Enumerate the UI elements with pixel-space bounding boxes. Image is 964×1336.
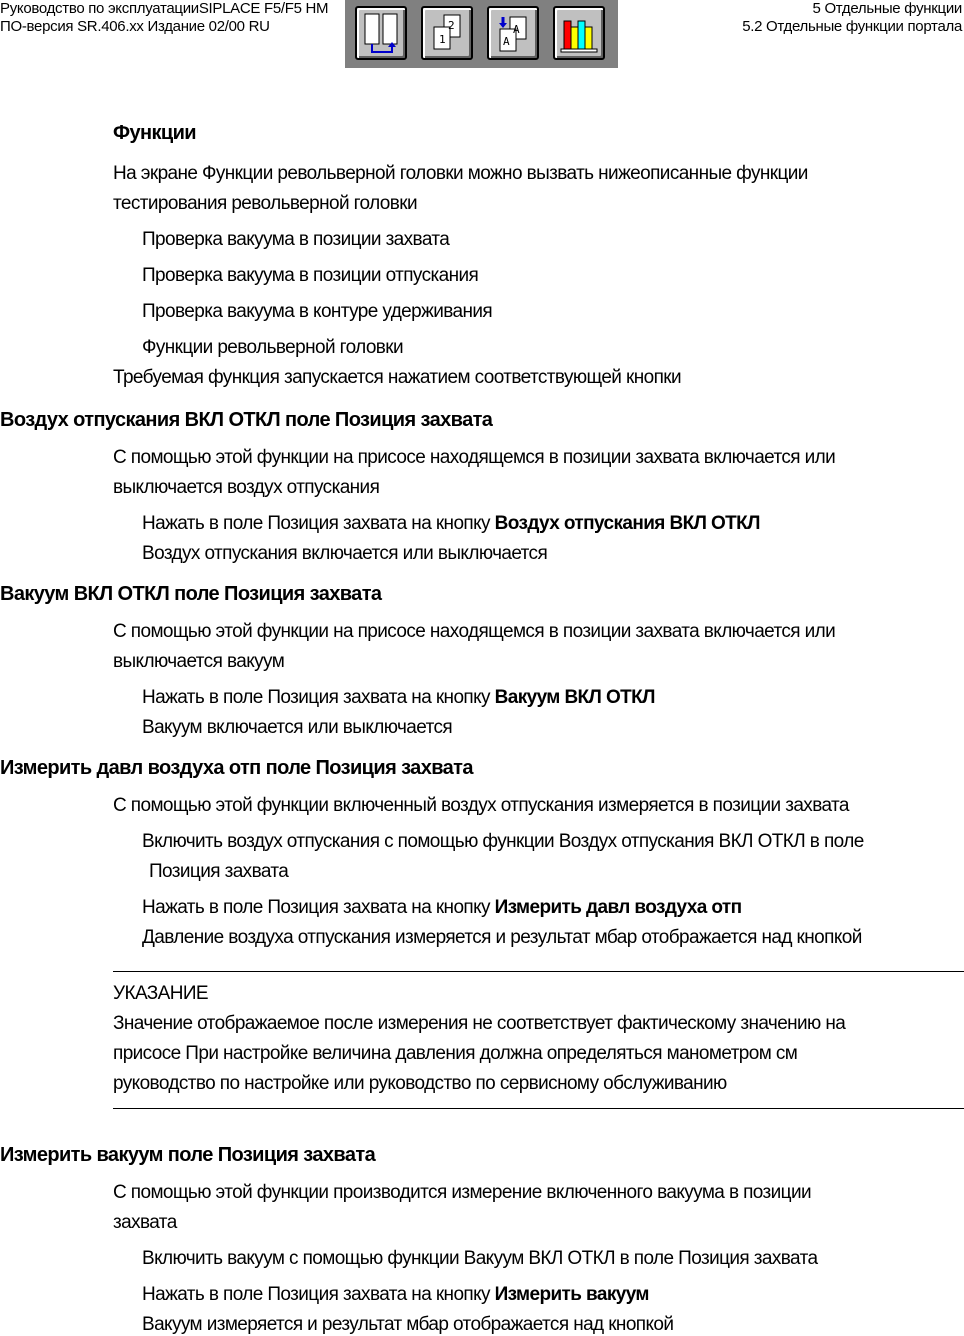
outro-text: Требуемая функция запускается нажатием соответствующей кнопки xyxy=(113,367,681,388)
step: Позиция захвата xyxy=(149,861,289,882)
section-heading: Воздух отпускания ВКЛ ОТКЛ поле Позиция захвата xyxy=(0,409,493,431)
toolbar xyxy=(345,0,618,68)
paragraph: выключается вакуум xyxy=(113,651,285,672)
step xyxy=(142,513,760,535)
header-version: ПО-версия SR.406.xx Издание 02/00 RU xyxy=(0,18,270,35)
header-section: 5.2 Отдельные функции портала xyxy=(742,18,962,35)
list-item: Проверка вакуума в позиции отпускания xyxy=(142,265,479,286)
page-copy-icon xyxy=(427,11,467,55)
section-heading: Вакуум ВКЛ ОТКЛ поле Позиция захвата xyxy=(0,583,382,605)
paragraph: захвата xyxy=(113,1212,177,1233)
paragraph: С помощью этой функции на присосе находящемся в позиции захвата включается или xyxy=(113,621,836,642)
page-layout-icon xyxy=(361,11,401,55)
svg-text:A: A xyxy=(503,35,510,48)
page-layout-button[interactable] xyxy=(355,6,407,60)
functions-heading: Функции xyxy=(113,122,196,144)
svg-text:2: 2 xyxy=(448,19,455,32)
header-chapter: 5 Отдельные функции xyxy=(812,0,962,17)
step-result: Давление воздуха отпускания измеряется и результат мбар отображается над кнопкой xyxy=(142,927,862,948)
step-result: Вакуум включается или выключается xyxy=(142,717,453,738)
section-heading: Измерить давл воздуха отп поле Позиция захвата xyxy=(0,757,473,779)
step-text: Нажать в поле Позиция захвата на кнопку xyxy=(142,1284,495,1305)
language-switch-icon xyxy=(493,11,533,55)
note-text: руководство по настройке или руководство по сервисному обслуживанию xyxy=(113,1073,727,1094)
step-result: Вакуум измеряется и результат мбар отображается над кнопкой xyxy=(142,1314,674,1335)
svg-text:1: 1 xyxy=(439,33,446,46)
paragraph: С помощью этой функции включенный воздух отпускания измеряется в позиции захвата xyxy=(113,795,849,816)
divider xyxy=(113,1108,964,1109)
svg-text:A: A xyxy=(513,23,520,36)
step: Включить вакуум с помощью функции Вакуум ВКЛ ОТКЛ в поле Позиция захвата xyxy=(142,1248,818,1269)
list-item: Проверка вакуума в позиции захвата xyxy=(142,229,450,250)
button-name: Измерить вакуум xyxy=(494,1284,649,1305)
page-copy-button[interactable] xyxy=(421,6,473,60)
intro-text-cont: тестирования револьверной головки xyxy=(113,193,417,214)
library-button[interactable] xyxy=(553,6,605,60)
step-text: Нажать в поле Позиция захвата на кнопку xyxy=(142,897,495,918)
note-text: Значение отображаемое после измерения не соответствует фактическому значению на xyxy=(113,1013,846,1034)
section-heading: Измерить вакуум поле Позиция захвата xyxy=(0,1144,376,1166)
paragraph: С помощью этой функции на присосе находящемся в позиции захвата включается или xyxy=(113,447,836,468)
step: Включить воздух отпускания с помощью функции Воздух отпускания ВКЛ ОТКЛ в поле xyxy=(142,831,864,852)
button-name: Вакуум ВКЛ ОТКЛ xyxy=(494,687,655,708)
books-library-icon xyxy=(559,11,599,55)
step xyxy=(142,687,655,709)
step-result: Воздух отпускания включается или выключается xyxy=(142,543,548,564)
list-item: Функции револьверной головки xyxy=(142,337,404,358)
button-name: Измерить давл воздуха отп xyxy=(494,897,742,918)
button-name: Воздух отпускания ВКЛ ОТКЛ xyxy=(494,513,760,534)
paragraph: выключается воздух отпускания xyxy=(113,477,380,498)
note-label: УКАЗАНИЕ xyxy=(113,983,208,1004)
step-text: Нажать в поле Позиция захвата на кнопку xyxy=(142,687,495,708)
divider xyxy=(113,971,964,972)
step xyxy=(142,897,741,919)
paragraph: С помощью этой функции производится измерение включенного вакуума в позиции xyxy=(113,1182,811,1203)
intro-text: На экране Функции револьверной головки можно вызвать нижеописанные функции xyxy=(113,163,808,184)
list-item: Проверка вакуума в контуре удерживания xyxy=(142,301,493,322)
header-title: Руководство по эксплуатацииSIPLACE F5/F5 HM xyxy=(0,0,329,17)
step xyxy=(142,1284,649,1306)
step-text: Нажать в поле Позиция захвата на кнопку xyxy=(142,513,495,534)
note-text: присосе При настройке величина давления должна определяться манометром см xyxy=(113,1043,798,1064)
language-switch-button[interactable] xyxy=(487,6,539,60)
